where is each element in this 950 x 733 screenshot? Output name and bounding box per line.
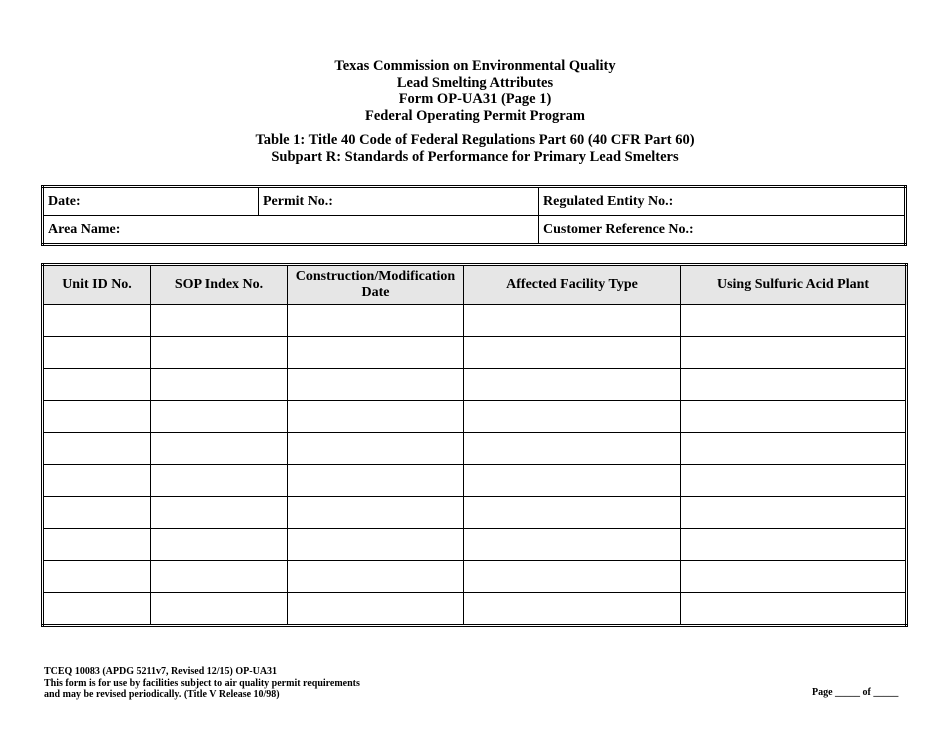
table-row	[43, 305, 907, 337]
table-cell[interactable]	[43, 465, 151, 497]
table-row	[43, 401, 907, 433]
table-cell[interactable]	[681, 561, 907, 593]
table-cell[interactable]	[43, 561, 151, 593]
table-row	[43, 497, 907, 529]
table-row	[43, 465, 907, 497]
table-row	[43, 593, 907, 626]
table-cell[interactable]	[288, 337, 464, 369]
table-row	[43, 561, 907, 593]
col-sop-index: SOP Index No.	[151, 265, 288, 305]
program-name: Federal Operating Permit Program	[365, 107, 585, 124]
table-cell[interactable]	[43, 305, 151, 337]
table-cell[interactable]	[288, 369, 464, 401]
permit-no-field[interactable]	[259, 187, 539, 216]
table-cell[interactable]	[43, 401, 151, 433]
table-cell[interactable]	[151, 529, 288, 561]
table-cell[interactable]	[464, 465, 681, 497]
table-cell[interactable]	[464, 593, 681, 626]
table-cell[interactable]	[464, 433, 681, 465]
table-cell[interactable]	[288, 593, 464, 626]
table-cell[interactable]	[288, 561, 464, 593]
table-title: Table 1: Title 40 Code of Federal Regulations Part 60 (40 CFR Part 60)	[255, 132, 695, 148]
form-footer	[44, 666, 360, 701]
table-cell[interactable]	[151, 401, 288, 433]
footer-revision-note: and may be revised periodically. (Title V Release 10/98)	[44, 689, 280, 700]
table-cell[interactable]	[151, 337, 288, 369]
table-subtitle: Subpart R: Standards of Performance for Primary Lead Smelters	[271, 148, 679, 165]
table-cell[interactable]	[151, 369, 288, 401]
table-cell[interactable]	[151, 465, 288, 497]
table-row	[43, 529, 907, 561]
table-cell[interactable]	[43, 369, 151, 401]
permit-no-label: Permit No.:	[263, 193, 333, 209]
table-cell[interactable]	[288, 305, 464, 337]
regulated-entity-field[interactable]	[539, 187, 906, 216]
col-sulfuric-acid-plant: Using Sulfuric Acid Plant	[681, 265, 907, 305]
table-cell[interactable]	[681, 593, 907, 626]
permit-info-table	[41, 185, 907, 246]
customer-reference-label: Customer Reference No.:	[543, 221, 694, 237]
table-cell[interactable]	[151, 305, 288, 337]
date-label: Date:	[48, 193, 81, 209]
regulated-entity-label: Regulated Entity No.:	[543, 193, 674, 209]
table-cell[interactable]	[288, 529, 464, 561]
table-cell[interactable]	[43, 529, 151, 561]
form-subject: Lead Smelting Attributes	[396, 74, 554, 91]
area-name-field[interactable]	[43, 216, 539, 245]
form-number: Form OP-UA31 (Page 1)	[398, 91, 552, 107]
table-cell[interactable]	[681, 529, 907, 561]
table-cell[interactable]	[464, 401, 681, 433]
area-name-label: Area Name:	[48, 221, 121, 237]
table-cell[interactable]	[288, 465, 464, 497]
date-field[interactable]	[43, 187, 259, 216]
table-row	[43, 337, 907, 369]
table-cell[interactable]	[464, 337, 681, 369]
table-cell[interactable]	[464, 561, 681, 593]
table-cell[interactable]	[464, 529, 681, 561]
table-cell[interactable]	[43, 433, 151, 465]
table-cell[interactable]	[464, 369, 681, 401]
table-cell[interactable]	[681, 497, 907, 529]
table-cell[interactable]	[681, 305, 907, 337]
table-cell[interactable]	[151, 561, 288, 593]
form-header	[0, 58, 950, 165]
col-unit-id: Unit ID No.	[43, 265, 151, 305]
page-number: Page _____ of _____	[812, 687, 899, 698]
table-cell[interactable]	[681, 369, 907, 401]
table-cell[interactable]	[288, 497, 464, 529]
table-cell[interactable]	[288, 401, 464, 433]
table-cell[interactable]	[43, 337, 151, 369]
table-row	[43, 369, 907, 401]
table-header-row	[43, 265, 907, 305]
col-construction-date: Construction/Modification Date	[288, 265, 464, 305]
table-row	[43, 433, 907, 465]
table-cell[interactable]	[43, 497, 151, 529]
table-cell[interactable]	[288, 433, 464, 465]
table-cell[interactable]	[151, 433, 288, 465]
customer-reference-field[interactable]	[539, 216, 906, 245]
table-cell[interactable]	[43, 593, 151, 626]
footer-usage-note: This form is for use by facilities subject to air quality permit requirements	[44, 677, 360, 689]
table-cell[interactable]	[681, 433, 907, 465]
table-cell[interactable]	[681, 337, 907, 369]
table-cell[interactable]	[681, 465, 907, 497]
table-cell[interactable]	[151, 593, 288, 626]
table-cell[interactable]	[151, 497, 288, 529]
col-affected-facility: Affected Facility Type	[464, 265, 681, 305]
table-cell[interactable]	[681, 401, 907, 433]
table-cell[interactable]	[464, 305, 681, 337]
table-cell[interactable]	[464, 497, 681, 529]
agency-title: Texas Commission on Environmental Quality	[334, 58, 616, 74]
footer-form-id: TCEQ 10083 (APDG 5211v7, Revised 12/15) OP-UA31	[44, 666, 278, 677]
attributes-table	[41, 263, 908, 627]
